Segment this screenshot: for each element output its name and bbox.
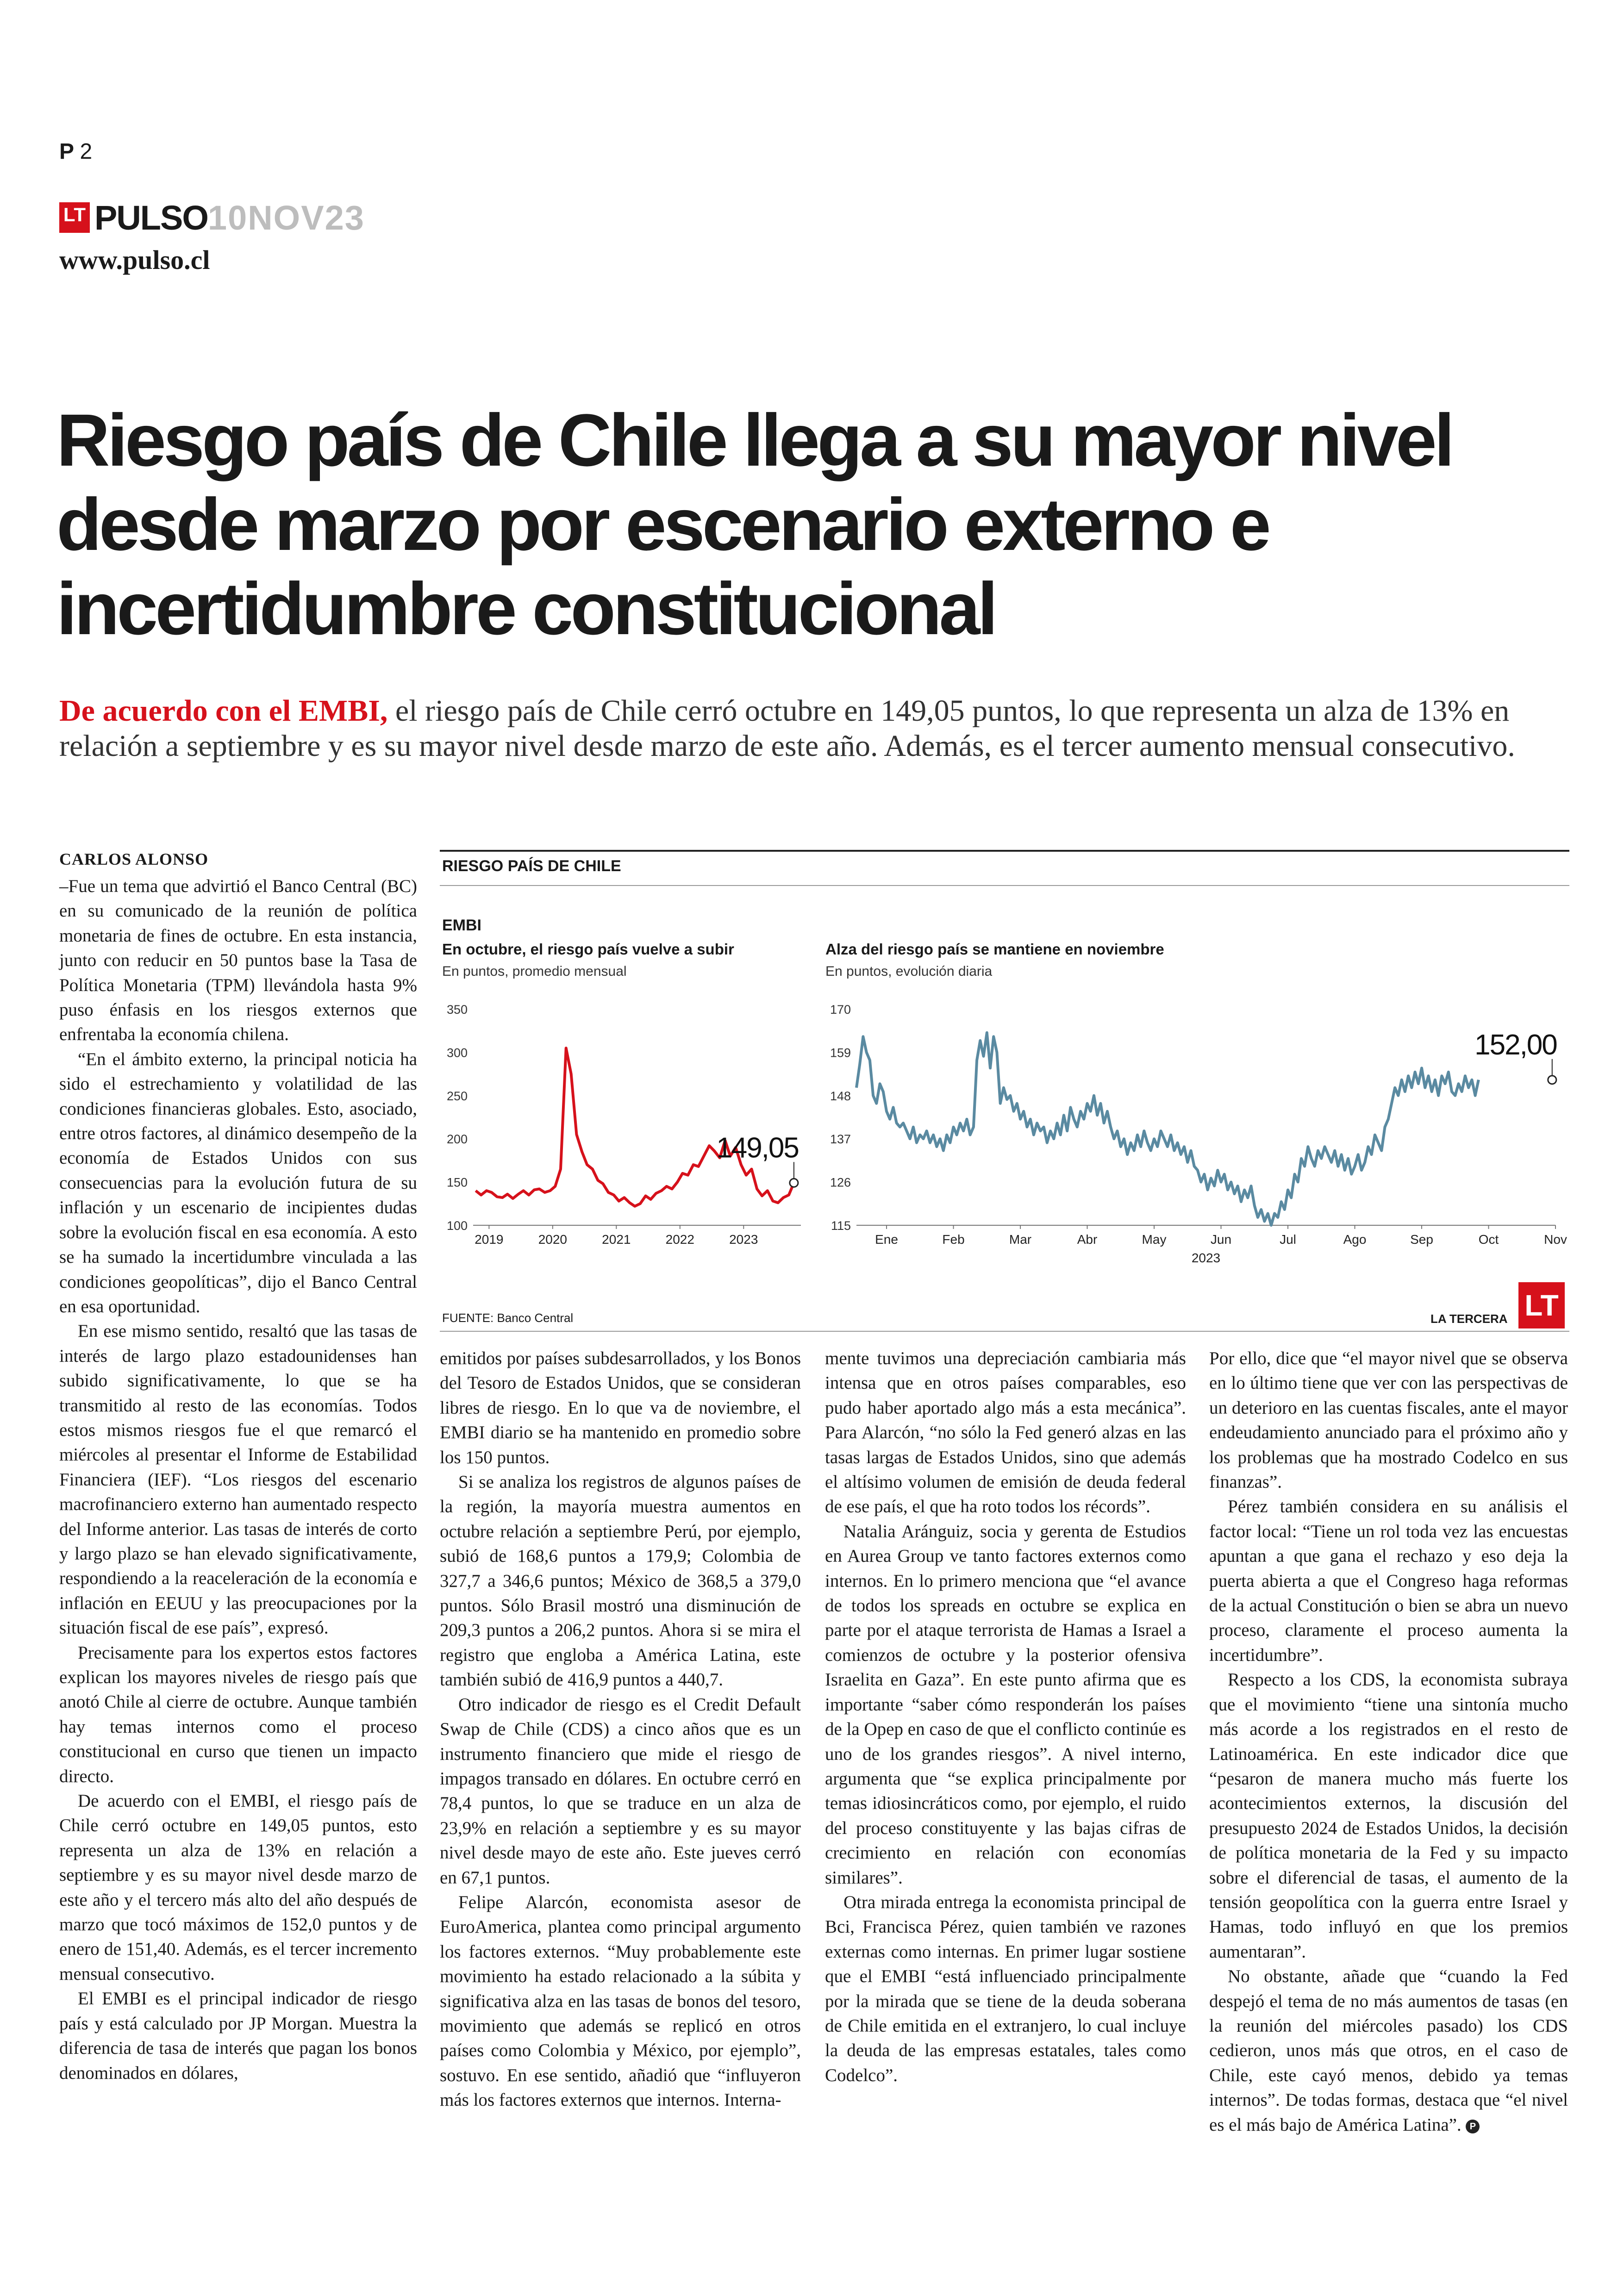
x-tick-label: Ago (1343, 1232, 1367, 1247)
deck-text: el riesgo país de Chile cerró octubre en 149,05 puntos, lo que representa un alza de 13% en relación a septiembre y es su mayor nivel desde marzo de este año. Además, es el tercer aumento mensual consecutivo. (59, 694, 1515, 763)
chart-divider (440, 885, 1569, 886)
x-tick-label: Oct (1478, 1232, 1499, 1247)
end-value-label: 152,00 (1474, 1029, 1557, 1061)
body-column-2 (440, 1346, 801, 2113)
deck (59, 693, 1564, 764)
x-tick-label: Abr (1077, 1232, 1098, 1247)
y-tick-label: 137 (830, 1132, 851, 1147)
masthead (59, 199, 365, 236)
chart-credit: LA TERCERA (1430, 1312, 1508, 1326)
x-tick-label: May (1142, 1232, 1167, 1247)
chart-2-subtitle: En puntos, evolución diaria (825, 964, 993, 979)
y-tick-label: 350 (446, 1003, 468, 1017)
end-of-article-icon: P (1466, 2120, 1480, 2133)
paragraph: De acuerdo con el EMBI, el riesgo país de Chile cerró octubre en 149,05 puntos, esto representa un alza de 13% en relación a septiembre y es su mayor nivel desde marzo de este año y el tercero más alto del año después de marzo que tocó máximos de 152,0 puntos y de enero de 151,40. Además, es el tercer incremento mensual consecutivo. (59, 1791, 417, 1984)
series-line (856, 1033, 1479, 1225)
paragraph: –Fue un tema que advirtió el Banco Central (BC) en su comunicado de la reunión de política monetaria de fines de octubre. En esta instancia, junto con reducir en 50 puntos base la Tasa de Política Monetaria (TPM) llevándola hasta 9% puso énfasis en los riesgos externos que enfrentaba la economía chilena. (59, 876, 417, 1045)
lt-logo: LT (59, 202, 90, 233)
chart-top-rule (440, 850, 1569, 852)
paragraph: “En el ámbito externo, la principal noticia ha sido el estrechamiento y volatilidad de las condiciones financieras globales. Esto, asociado, entre otros factores, al dinámico desempeño de la economía de Estados Unidos con sus consecuencias para la evolución futura de su inflación y un escenario de incipientes dudas sobre la evolución fiscal en esa economía. A esto se ha sumado la incertidumbre vinculada a las condiciones geopolíticas”, dijo el Banco Central en esa oportunidad. (59, 1049, 417, 1316)
paragraph: El EMBI es el principal indicador de riesgo país y está calculado por JP Morgan. Muestra la diferencia de tasa de interés que pagan los bonos denominados en dólares, (59, 1989, 417, 2083)
x-axis-label: 2023 (1191, 1251, 1221, 1265)
chart-2-embi-daily (824, 995, 1569, 1273)
paragraph: Si se analiza los registros de algunos países de la región, la mayoría muestra aumentos en octubre relación a septiembre Perú, por ejemplo, subió de 168,6 puntos a 179,9; Colombia de 327,7 a 346,6 puntos; México de 368,5 a 379,0 puntos. Sólo Brasil mostró una disminución de 209,3 puntos a 206,2 puntos. Ahora si se mira el registro que engloba a América Latina, este también subió de 416,9 puntos a 440,7. (440, 1472, 801, 1690)
paragraph: Precisamente para los expertos estos factores explican los mayores niveles de riesgo país que anotó Chile al cierre de octubre. Aunque también hay temas internos como el proceso constitucional en curso que tienen un impacto directo. (59, 1642, 417, 1786)
chart-source: FUENTE: Banco Central (442, 1311, 574, 1325)
paragraph: Por ello, dice que “el mayor nivel que se observa en lo último tiene que ver con las perspectivas de un deterioro en las cuentas fiscales, ante el mayor endeudamiento anunciado para el próximo año y los problemas que ha mostrado Codelco en sus finanzas”. (1209, 1348, 1568, 1492)
y-tick-label: 300 (446, 1046, 468, 1060)
y-tick-label: 250 (446, 1089, 468, 1103)
y-tick-label: 150 (446, 1175, 468, 1190)
paragraph: En ese mismo sentido, resaltó que las tasas de interés de largo plazo estadounidenses han subido significativamente, lo que se ha transmitido al resto de las economías. Todos estos mismos riesgos fue el que remarcó el miércoles al presentar el Informe de Estabilidad Financiera (IEF). “Los riesgos del escenario macrofinanciero externo han aumentado respecto del Informe anterior. Las tasas de interés de corto y largo plazo se han elevado significativamente, respondiendo a la reaceleración de la economía e inflación en EEUU y las preocupaciones por la situación fiscal de ese país”, expresó. (59, 1321, 417, 1638)
last-point-marker (790, 1179, 798, 1187)
chart-bottom-rule (440, 1331, 1569, 1332)
x-tick-label: Mar (1009, 1232, 1032, 1247)
brand-name: PULSO (94, 198, 208, 237)
x-tick-label: Feb (942, 1232, 965, 1247)
deck-lead: De acuerdo con el EMBI, (59, 694, 388, 728)
paragraph: mente tuvimos una depreciación cambiaria más intensa que en otros países comparables, eso pudo haber aportado algo más a esta mecánica”. Para Alarcón, “no sólo la Fed generó alzas en las tasas largas de Estados Unidos, sino que además el altísimo volumen de emisión de deuda federal de ese país, el que ha roto todos los récords”. (825, 1348, 1186, 1517)
site-url[interactable]: www.pulso.cl (59, 245, 210, 275)
x-tick-label: Sep (1410, 1232, 1433, 1247)
paragraph: Respecto a los CDS, la economista subraya que el movimiento “tiene una sintonía mucho más acorde a los registrados en el resto de Latinoamérica. En este indicador dice que “pesaron de manera mucho más fuerte los acontecimientos externos, la discusión del presupuesto 2024 de Estados Unidos, la decisión de política monetaria de la Fed y su impacto sobre el diferencial de tasas, el aumento de la tensión geopolítica con la guerra entre Israel y Hamas, todo influyó en que los premios aumentaran”. (1209, 1670, 1568, 1962)
paragraph: Felipe Alarcón, economista asesor de EuroAmerica, plantea como principal argumento los factores externos. “Muy probablemente este movimiento ha estado relacionado a la súbita y significativa alza en las tasas de bonos del tesoro, movimiento que además se replicó en otros países como Colombia y México, por ejemplo”, sostuvo. En ese sentido, añadió que “influyeron más los factores externos que internos. Interna- (440, 1892, 801, 2110)
paragraph: Pérez también considera en su análisis el factor local: “Tiene un rol toda vez las encuestas apuntan a que gana el rechazo y eso deja la puerta abierta a que el Congreso haga reformas de la actual Constitución o bien se abra un nuevo proceso, claramente el proceso aumenta la incertidumbre”. (1209, 1497, 1568, 1665)
y-tick-label: 159 (830, 1046, 851, 1060)
y-tick-label: 170 (830, 1003, 851, 1017)
paragraph-text: No obstante, añade que “cuando la Fed despejó el tema de no más aumentos de tasas (en la reunión del miércoles pasado) los CDS cedieron, unos más que otros, en el caso de Chile, este cayó menos, debido ya temas internos”. De todas formas, destaca que “el nivel es el más bajo de América Latina”. (1209, 1966, 1568, 2135)
x-tick-label: 2019 (475, 1232, 504, 1247)
chart-section-label: EMBI (442, 917, 481, 934)
series-line (476, 1048, 794, 1206)
paragraph (1209, 1964, 1568, 2137)
page-letter: P (59, 139, 74, 164)
paragraph: Otro indicador de riesgo es el Credit Default Swap de Chile (CDS) a cinco años que es un instrumento financiero que mide el riesgo de impagos transado en dólares. En octubre cerró en 78,4 puntos, lo que se traduce en un alza de 23,9% en relación a septiembre y es su mayor nivel desde mayo de este año. Este jueves cerró en 67,1 puntos. (440, 1694, 801, 1888)
x-tick-label: Jul (1280, 1232, 1296, 1247)
y-tick-label: 126 (830, 1175, 851, 1190)
x-tick-label: 2022 (665, 1232, 694, 1247)
y-tick-label: 200 (446, 1132, 468, 1147)
body-column-3 (825, 1346, 1186, 2088)
chart-1-title: En octubre, el riesgo país vuelve a subir (442, 941, 734, 958)
headline: Riesgo país de Chile llega a su mayor nivel desde marzo por escenario externo e incertidumbre constitucional (56, 399, 1452, 650)
chart-2-title: Alza del riesgo país se mantiene en noviembre (825, 941, 1164, 958)
x-tick-label: Ene (875, 1232, 898, 1247)
chart-1-embi-monthly (440, 995, 819, 1273)
y-tick-label: 115 (831, 1219, 851, 1233)
x-tick-label: Nov (1544, 1232, 1567, 1247)
issue-date: 10NOV23 (207, 198, 365, 237)
x-tick-label: 2020 (538, 1232, 567, 1247)
page-number (59, 139, 92, 164)
last-point-marker (1548, 1076, 1556, 1084)
x-tick-label: Jun (1210, 1232, 1232, 1247)
la-tercera-logo: LT (1518, 1282, 1565, 1328)
x-tick-label: 2021 (602, 1232, 631, 1247)
paragraph: Natalia Aránguiz, socia y gerenta de Estudios en Aurea Group ve tanto factores externos como internos. En lo primero menciona que “el avance de todos los spreads en octubre se explica en parte por el ataque terrorista de Hamas a Israel a comienzos de octubre y la posterior ofensiva Israelita en Gaza”. En este punto afirma que es importante “saber cómo responderán los países de la Opep en caso de que el conflicto continúe es uno de los grandes riesgos”. A nivel interno, argumenta que “se explica principalmente por temas idiosincráticos como, por ejemplo, el ruido del proceso constituyente y las bajas cifras de crecimiento en relación con economías similares”. (825, 1521, 1186, 1888)
chart-box-title: RIESGO PAÍS DE CHILE (442, 857, 621, 875)
y-tick-label: 148 (830, 1089, 851, 1103)
body-column-1 (59, 874, 417, 2085)
x-tick-label: 2023 (729, 1232, 758, 1247)
y-tick-label: 100 (446, 1219, 468, 1233)
paragraph: Otra mirada entrega la economista principal de Bci, Francisca Pérez, quien también ve razones externas como internas. En primer lugar sostiene que el EMBI “está influenciado principalmente por la mirada que se tiene de la deuda soberana de Chile emitida en el extranjero, lo cual incluye la deuda de las empresas estatales, tales como Codelco”. (825, 1892, 1186, 2085)
page-number-value: 2 (80, 139, 93, 164)
body-column-4 (1209, 1346, 1568, 2137)
byline: CARLOS ALONSO (59, 850, 209, 868)
paragraph: emitidos por países subdesarrollados, y los Bonos del Tesoro de Estados Unidos, que se consideran libres de riesgo. En lo que va de noviembre, el EMBI diario se ha mantenido en promedio sobre los 150 puntos. (440, 1348, 801, 1467)
end-value-label: 149,05 (716, 1132, 799, 1164)
chart-1-subtitle: En puntos, promedio mensual (442, 964, 627, 979)
